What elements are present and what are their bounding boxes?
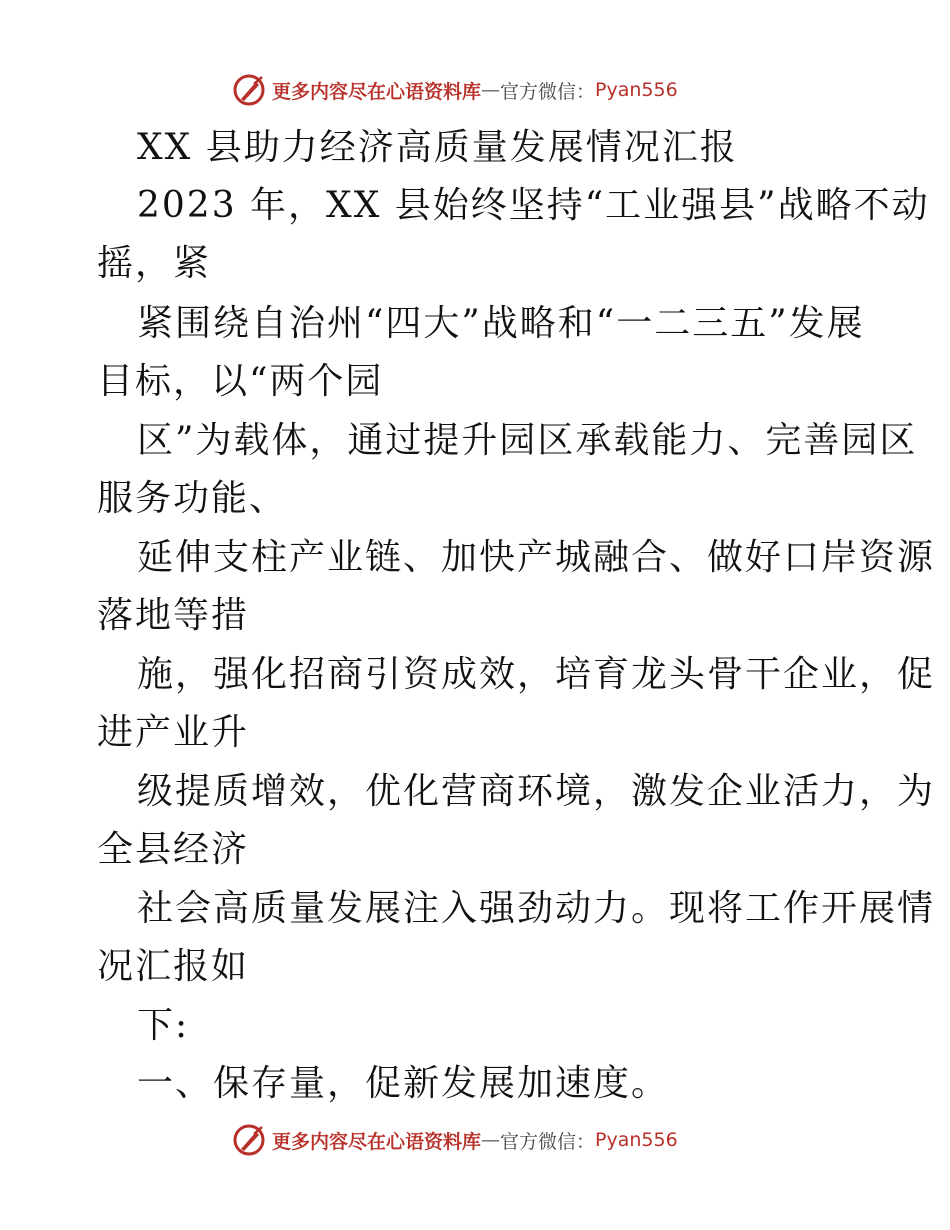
watermark-wechat-id: Pyan556 bbox=[595, 79, 678, 101]
quill-logo-icon bbox=[232, 73, 266, 107]
paragraph-line: 施，强化招商引资成效，培育龙头骨干企业，促 bbox=[137, 654, 936, 695]
watermark-wechat-id: Pyan556 bbox=[595, 1129, 678, 1151]
watermark-main-text: 更多内容尽在心语资料库 bbox=[272, 80, 482, 103]
footer-watermark bbox=[232, 1122, 678, 1158]
paragraph-line: 全县经济 bbox=[97, 829, 250, 870]
paragraph-line: 延伸支柱产业链、加快产城融合、做好口岸资源 bbox=[137, 537, 936, 578]
paragraph-line: 服务功能、 bbox=[97, 478, 288, 519]
document-title: XX 县助力经济高质量发展情况汇报 bbox=[137, 127, 738, 168]
paragraph-line: 落地等措 bbox=[97, 595, 250, 636]
paragraph-line: 进产业升 bbox=[97, 712, 250, 753]
header-watermark bbox=[232, 72, 678, 108]
watermark-wechat-label: 官方微信： bbox=[500, 1130, 596, 1153]
quill-logo-icon bbox=[232, 1123, 266, 1157]
watermark-main-text: 更多内容尽在心语资料库 bbox=[272, 1130, 482, 1153]
paragraph-line: 摇，紧 bbox=[97, 243, 212, 284]
paragraph-line: 紧围绕自治州“四大”战略和“一二三五”发展 bbox=[137, 303, 865, 344]
watermark-separator: — bbox=[481, 79, 501, 101]
watermark-separator: — bbox=[481, 1129, 501, 1151]
paragraph-line: 下: bbox=[137, 1005, 190, 1046]
paragraph-line: 2023 年，XX 县始终坚持“工业强县”战略不动 bbox=[137, 185, 930, 226]
paragraph-line: 社会高质量发展注入强劲动力。现将工作开展情 bbox=[137, 888, 936, 929]
paragraph-line: 况汇报如 bbox=[97, 946, 250, 987]
paragraph-line: 目标，以“两个园 bbox=[97, 361, 384, 402]
section-heading: 一、保存量，促新发展加速度。 bbox=[137, 1063, 670, 1104]
paragraph-line: 级提质增效，优化营商环境，激发企业活力，为 bbox=[137, 771, 936, 812]
watermark-wechat-label: 官方微信： bbox=[500, 80, 596, 103]
paragraph-line: 区”为载体，通过提升园区承载能力、完善园区 bbox=[137, 420, 918, 461]
